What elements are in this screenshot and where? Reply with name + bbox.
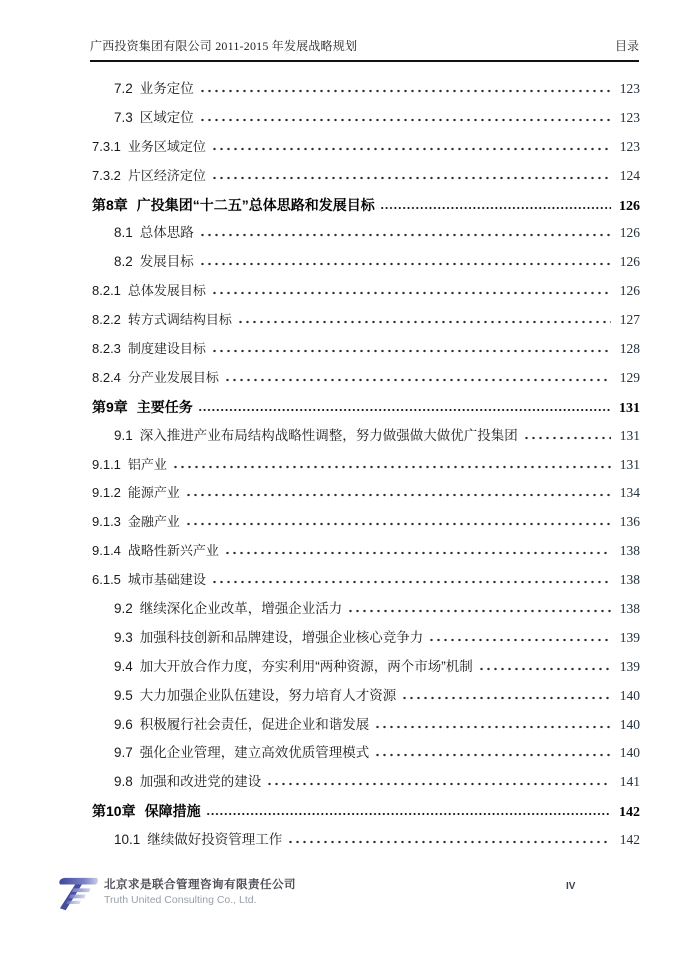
toc-entry-page: 140: [619, 716, 640, 732]
document-header: [90, 37, 639, 62]
toc-entry[interactable]: [92, 75, 640, 104]
toc-entry[interactable]: [92, 508, 640, 537]
toc-entry[interactable]: [92, 826, 640, 855]
toc-dot-leader: [347, 609, 611, 613]
toc-entry[interactable]: [92, 335, 640, 364]
toc-entry[interactable]: [92, 422, 640, 451]
toc-dot-leader: [199, 262, 611, 266]
toc-entry-title: 继续深化企业改革，增强企业活力: [139, 601, 343, 617]
toc-dot-leader: [428, 638, 611, 642]
toc-dot-leader: [478, 667, 611, 671]
toc-dot-leader: [287, 840, 611, 844]
toc-entry[interactable]: [92, 595, 640, 624]
toc-dot-leader: [211, 147, 611, 151]
toc-entry-page: 142: [619, 805, 640, 821]
toc-dot-leader: [211, 291, 611, 295]
toc-dot-leader: [523, 436, 611, 440]
toc-entry-number: 8.2: [114, 254, 133, 270]
toc-entry-page: 129: [619, 369, 640, 385]
toc-entry[interactable]: [92, 479, 640, 508]
toc-entry-title: 片区经济定位: [127, 167, 206, 183]
toc-entry[interactable]: [92, 682, 640, 711]
header-section-label: 目录: [614, 39, 639, 53]
toc-entry-title: 主要任务: [136, 398, 193, 415]
toc-entry-page: 141: [619, 774, 640, 790]
toc-entry-page: 131: [619, 400, 640, 416]
toc-entry-page: 128: [619, 341, 640, 357]
toc-entry-page: 126: [619, 225, 640, 241]
toc-dot-leader: [380, 206, 611, 210]
toc-entry-title: 大力加强企业队伍建设，努力培育人才资源: [139, 687, 397, 703]
toc-entry-title: 能源产业: [127, 485, 180, 501]
toc-entry[interactable]: [92, 566, 640, 595]
toc-entry-page: 123: [619, 81, 640, 96]
toc-dot-leader: [211, 580, 611, 584]
toc-entry-number: 8.2.2: [92, 312, 121, 328]
toc-dot-leader: [237, 320, 611, 324]
toc-entry[interactable]: [92, 364, 640, 393]
toc-entry[interactable]: [92, 768, 640, 797]
toc-entry[interactable]: [92, 393, 640, 422]
toc-dot-leader: [198, 408, 611, 412]
toc-entry-title: 区域定位: [139, 109, 194, 125]
toc-entry-number: 8.2.4: [92, 369, 121, 385]
toc-dot-leader: [172, 465, 611, 469]
toc-entry-number: 6.1.5: [92, 572, 121, 588]
toc-entry-number: 第9章: [92, 398, 128, 415]
toc-entry-title: 总体思路: [139, 225, 194, 241]
toc-entry-number: 9.4: [114, 658, 133, 674]
toc-entry-number: 9.2: [114, 601, 133, 617]
toc-dot-leader: [374, 725, 611, 729]
toc-entry[interactable]: [92, 306, 640, 335]
toc-entry-title: 积极履行社会责任，促进企业和谐发展: [139, 716, 370, 732]
toc-entry-number: 9.7: [114, 745, 133, 761]
toc-dot-leader: [211, 349, 611, 353]
toc-entry-number: 8.2.3: [92, 341, 121, 357]
toc-entry-title: 强化企业管理，建立高效优质管理模式: [139, 745, 370, 761]
toc-entry-number: 9.3: [114, 629, 133, 645]
toc-entry-number: 第10章: [92, 803, 136, 820]
toc-entry-page: 134: [619, 485, 640, 501]
toc-entry-number: 9.1.1: [92, 456, 121, 472]
company-names: [104, 878, 296, 907]
toc-entry-number: 8.1: [114, 225, 133, 241]
toc-entry-page: 138: [619, 601, 640, 617]
toc-entry-page: 138: [619, 543, 640, 559]
toc-entry-page: 140: [619, 687, 640, 703]
toc-entry-number: 9.6: [114, 716, 133, 732]
toc-entry[interactable]: [92, 219, 640, 248]
toc-entry-number: 7.2: [114, 81, 133, 96]
toc-entry-title: 业务区域定位: [127, 138, 206, 154]
toc-dot-leader: [224, 551, 611, 555]
toc-dot-leader: [199, 118, 611, 122]
toc-entry-title: 深入推进产业布局结构战略性调整，努力做强做大做优广投集团: [139, 427, 518, 443]
footer: [0, 870, 685, 965]
toc-entry-title: 保障措施: [144, 803, 201, 820]
toc-entry-page: 124: [619, 167, 640, 183]
toc-entry-title: 加大开放合作力度，夯实利用“两种资源，两个市场”机制: [139, 658, 473, 674]
toc-dot-leader: [206, 812, 611, 816]
toc-entry-page: 131: [619, 456, 640, 472]
toc-dot-leader: [224, 378, 611, 382]
toc-entry[interactable]: [92, 653, 640, 682]
toc-entry-number: 9.1.3: [92, 514, 121, 530]
toc-entry-number: 第8章: [92, 196, 128, 213]
toc-entry[interactable]: [92, 451, 640, 480]
toc-entry[interactable]: [92, 624, 640, 653]
toc-entry-title: 战略性新兴产业: [127, 543, 219, 559]
company-name-cn: 北京求是联合管理咨询有限责任公司: [104, 879, 296, 891]
company-name-en: Truth United Consulting Co., Ltd.: [104, 894, 257, 906]
toc-entry-title: 铝产业: [127, 456, 167, 472]
toc-entry-number: 9.1.2: [92, 485, 121, 501]
toc-dot-leader: [266, 782, 611, 786]
toc-entry-number: 7.3.1: [92, 138, 121, 154]
toc-entry[interactable]: [92, 133, 640, 162]
toc-entry[interactable]: [92, 739, 640, 768]
toc-entry-page: 127: [619, 312, 640, 328]
toc-entry[interactable]: [92, 191, 640, 220]
page-number: IV: [566, 881, 576, 892]
toc-entry-page: 136: [619, 514, 640, 530]
toc-entry-number: 8.2.1: [92, 283, 121, 299]
toc-dot-leader: [185, 493, 611, 497]
toc-entry[interactable]: [92, 104, 640, 133]
toc-entry-number: 9.8: [114, 774, 133, 790]
toc-entry-page: 139: [619, 658, 640, 674]
toc-entry-number: 9.1: [114, 427, 133, 443]
toc-entry-page: 139: [619, 629, 640, 645]
toc-entry-title: 广投集团“十二五”总体思路和发展目标: [136, 196, 375, 213]
toc-dot-leader: [374, 753, 611, 757]
toc-entry-title: 发展目标: [139, 254, 194, 270]
toc-entry-title: 业务定位: [139, 81, 194, 96]
toc-entry-page: 123: [619, 109, 640, 125]
toc-entry-title: 转方式调结构目标: [127, 312, 232, 328]
toc-entry-title: 金融产业: [127, 514, 180, 530]
toc-entry-page: 126: [619, 283, 640, 299]
toc-entry-page: 126: [619, 198, 640, 214]
toc-entry-title: 加强科技创新和品牌建设，增强企业核心竞争力: [139, 629, 424, 645]
toc-entry-page: 140: [619, 745, 640, 761]
toc-entry[interactable]: [92, 537, 640, 566]
toc-entry-page: 126: [619, 254, 640, 270]
toc-entry-page: 142: [619, 832, 640, 848]
toc-entry-title: 加强和改进党的建设: [139, 774, 262, 790]
toc-entry-number: 7.3: [114, 109, 133, 125]
toc-entry-number: 9.1.4: [92, 543, 121, 559]
toc-entry-number: 7.3.2: [92, 167, 121, 183]
toc-entry-title: 城市基础建设: [127, 572, 206, 588]
toc-entry[interactable]: [92, 162, 640, 191]
toc-dot-leader: [199, 233, 611, 237]
toc-entry-number: 10.1: [114, 832, 141, 848]
toc-entry-title: 总体发展目标: [127, 283, 206, 299]
toc-dot-leader: [211, 176, 611, 180]
toc-entry[interactable]: [92, 248, 640, 277]
toc-entry-number: 9.5: [114, 687, 133, 703]
toc-entry-page: 131: [619, 427, 640, 443]
toc-entry-title: 制度建设目标: [127, 341, 206, 357]
company-logo-icon: [56, 876, 100, 914]
toc-entry-title: 继续做好投资管理工作: [147, 832, 283, 848]
toc-entry[interactable]: [92, 711, 640, 740]
toc-entry[interactable]: [92, 277, 640, 306]
toc-entry-title: 分产业发展目标: [127, 369, 219, 385]
toc-dot-leader: [185, 522, 611, 526]
document-title: 广西投资集团有限公司 2011-2015 年发展战略规划: [90, 39, 358, 53]
toc-dot-leader: [199, 89, 611, 93]
toc-entry[interactable]: [92, 797, 640, 826]
toc-dot-leader: [401, 696, 611, 700]
toc-entry-page: 138: [619, 572, 640, 588]
toc-entry-page: 123: [619, 138, 640, 154]
toc-list: [92, 75, 640, 855]
